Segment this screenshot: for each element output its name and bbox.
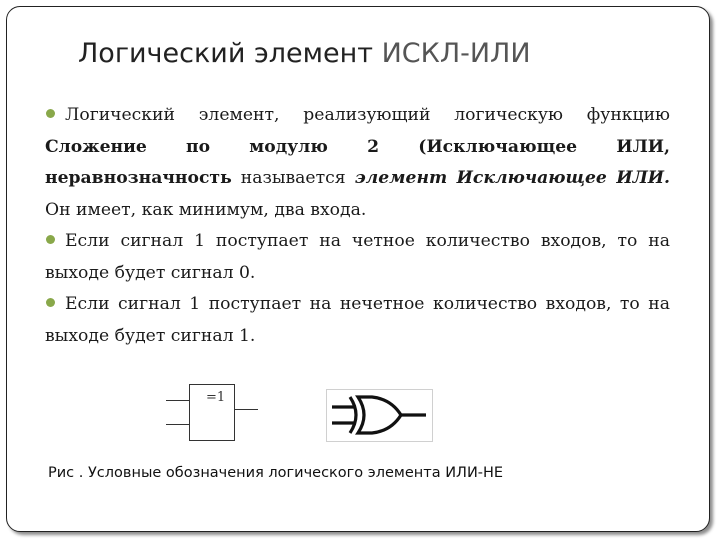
paragraph-3-text: Если сигнал 1 поступает на нечетное количество входов, то на выходе будет сигнал 1. xyxy=(45,294,670,346)
paragraph-3 xyxy=(45,289,670,352)
paragraph-1-bold-term: Сложение по модулю 2 (Исключающее ИЛИ, неравнозначность xyxy=(45,136,670,188)
paragraph-1-element-name: элемент Исключающее ИЛИ. xyxy=(354,168,670,188)
title-part-gate: ИСКЛ-ИЛИ xyxy=(381,38,531,69)
bullet-dot-icon xyxy=(46,298,55,307)
gate-input-wire-1 xyxy=(166,400,189,401)
paragraph-2 xyxy=(45,226,670,289)
paragraph-1-text-c: Он имеет, как минимум, два входа. xyxy=(45,199,367,220)
gate-input-wire-2 xyxy=(166,424,189,425)
figure-caption: Рис . Условные обозначения логического элемента ИЛИ-НЕ xyxy=(48,465,504,481)
xor-gate-icon xyxy=(326,389,433,442)
bullet-dot-icon xyxy=(46,109,55,118)
slide-body xyxy=(45,100,670,352)
title-part-main: Логический элемент xyxy=(78,38,382,69)
gate-label: =1 xyxy=(206,390,226,405)
gate-output-wire xyxy=(235,409,258,410)
paragraph-1 xyxy=(45,100,670,226)
bullet-dot-icon xyxy=(46,235,55,244)
paragraph-2-text: Если сигнал 1 поступает на четное количество входов, то на выходе будет сигнал 0. xyxy=(45,231,670,283)
paragraph-1-text-b: называется xyxy=(231,168,355,188)
slide-title xyxy=(78,38,678,69)
paragraph-1-text-a: Логический элемент, реализующий логическую функцию xyxy=(65,105,670,125)
